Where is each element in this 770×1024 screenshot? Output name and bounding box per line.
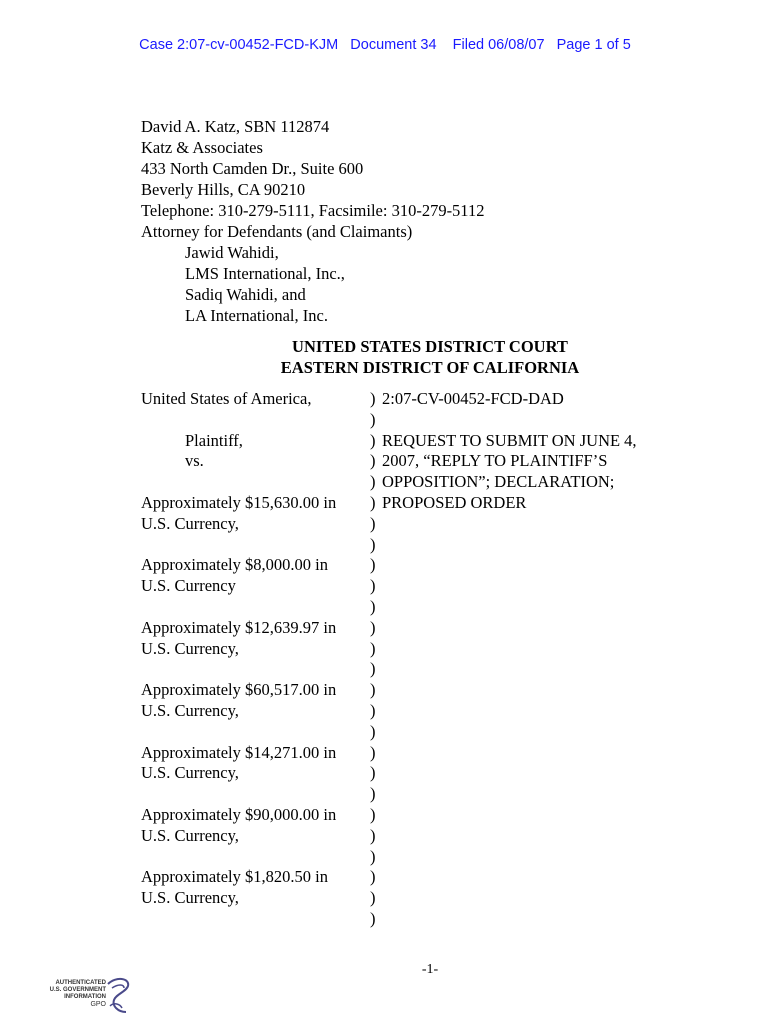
caption-paren: ) — [370, 763, 376, 783]
document-title-line — [382, 410, 672, 431]
caption-party-line — [141, 784, 366, 805]
caption-party-line — [141, 535, 366, 556]
caption-parties — [141, 389, 366, 930]
caption-paren: ) — [370, 617, 376, 637]
caption-party-line: Approximately $1,820.50 in — [141, 867, 328, 887]
caption-paren: ) — [370, 700, 376, 720]
counsel-line: David A. Katz, SBN 112874 — [141, 117, 330, 136]
caption-party-line: U.S. Currency, — [141, 825, 239, 845]
caption-paren: ) — [370, 638, 376, 658]
caption-paren: ) — [370, 430, 376, 450]
caption-paren: ) — [370, 576, 376, 596]
caption-party-line — [141, 472, 366, 493]
caption-parentheses — [370, 389, 380, 930]
caption-party-line — [141, 659, 366, 680]
caption-paren: ) — [370, 846, 376, 866]
caption-party-line: Approximately $14,271.00 in — [141, 742, 337, 762]
client-name: Jawid Wahidi, — [185, 243, 279, 262]
caption-title — [382, 389, 672, 514]
document-title-line: 2007, “REPLY TO PLAINTIFF’S — [382, 451, 608, 471]
caption-party-line: U.S. Currency — [141, 576, 236, 596]
caption-party-line: Approximately $8,000.00 in — [141, 555, 328, 575]
seal-line: U.S. GOVERNMENT — [49, 987, 106, 993]
caption-paren: ) — [370, 472, 376, 492]
counsel-line: Attorney for Defendants (and Claimants) — [141, 222, 413, 241]
caption-paren: ) — [370, 659, 376, 679]
caption-party-line: Approximately $15,630.00 in — [141, 492, 337, 512]
caption-paren: ) — [370, 534, 376, 554]
caption-paren: ) — [370, 513, 376, 533]
caption-party-line: Approximately $60,517.00 in — [141, 680, 337, 700]
caption-party-line: Approximately $90,000.00 in — [141, 804, 337, 824]
caption-paren: ) — [370, 908, 376, 928]
eagle-icon — [104, 976, 134, 1016]
document-title-line: OPPOSITION”; DECLARATION; — [382, 472, 615, 492]
court-district: EASTERN DISTRICT OF CALIFORNIA — [280, 358, 580, 377]
caption-party-line — [141, 410, 366, 431]
caption-paren: ) — [370, 451, 376, 471]
caption-paren: ) — [370, 888, 376, 908]
client-name: LA International, Inc. — [185, 306, 328, 325]
caption-paren: ) — [370, 389, 376, 408]
client-name: Sadiq Wahidi, and — [185, 285, 306, 304]
filing-header: Case 2:07-cv-00452-FCD-KJM Document 34 Filed 06/08/07 Page 1 of 5 — [139, 37, 631, 53]
client-name: LMS International, Inc., — [185, 264, 345, 283]
caption-party-line: U.S. Currency, — [141, 888, 239, 908]
caption-paren: ) — [370, 825, 376, 845]
caption-paren: ) — [370, 721, 376, 741]
caption-party-line: U.S. Currency, — [141, 763, 239, 783]
case-number: 2:07-CV-00452-FCD-DAD — [382, 389, 564, 408]
caption-party-line: U.S. Currency, — [141, 638, 239, 658]
caption-party-line — [141, 909, 366, 930]
caption-party-line: vs. — [185, 451, 204, 471]
gpo-seal — [44, 976, 134, 1016]
document-title-line: PROPOSED ORDER — [382, 492, 527, 512]
caption-party-line: Approximately $12,639.97 in — [141, 617, 337, 637]
caption-party-line — [141, 597, 366, 618]
page-number: -1- — [421, 962, 439, 977]
counsel-line: Katz & Associates — [141, 138, 263, 157]
caption-paren: ) — [370, 804, 376, 824]
counsel-line: 433 North Camden Dr., Suite 600 — [141, 159, 364, 178]
caption-paren: ) — [370, 784, 376, 804]
gpo-seal-text — [44, 980, 106, 1008]
caption-paren: ) — [370, 409, 376, 429]
caption-paren: ) — [370, 867, 376, 887]
caption-party-line — [141, 847, 366, 868]
seal-line: INFORMATION — [64, 994, 106, 1000]
caption-party-line: U.S. Currency, — [141, 700, 239, 720]
caption-paren: ) — [370, 492, 376, 512]
counsel-line: Beverly Hills, CA 90210 — [141, 180, 306, 199]
counsel-line: Telephone: 310-279-5111, Facsimile: 310-279-5112 — [141, 201, 485, 220]
counsel-block — [141, 116, 581, 326]
seal-line: GPO — [90, 1001, 106, 1008]
seal-line: AUTHENTICATED — [55, 980, 106, 986]
document-title-line: REQUEST TO SUBMIT ON JUNE 4, — [382, 430, 637, 450]
caption-paren: ) — [370, 555, 376, 575]
court-title — [0, 336, 770, 378]
caption-paren: ) — [370, 742, 376, 762]
caption-paren: ) — [370, 680, 376, 700]
caption-paren: ) — [370, 596, 376, 616]
caption-party-line: Plaintiff, — [185, 430, 243, 450]
caption-party-line — [141, 722, 366, 743]
court-name: UNITED STATES DISTRICT COURT — [292, 337, 568, 356]
caption-party-line: United States of America, — [141, 389, 312, 408]
caption-party-line: U.S. Currency, — [141, 513, 239, 533]
